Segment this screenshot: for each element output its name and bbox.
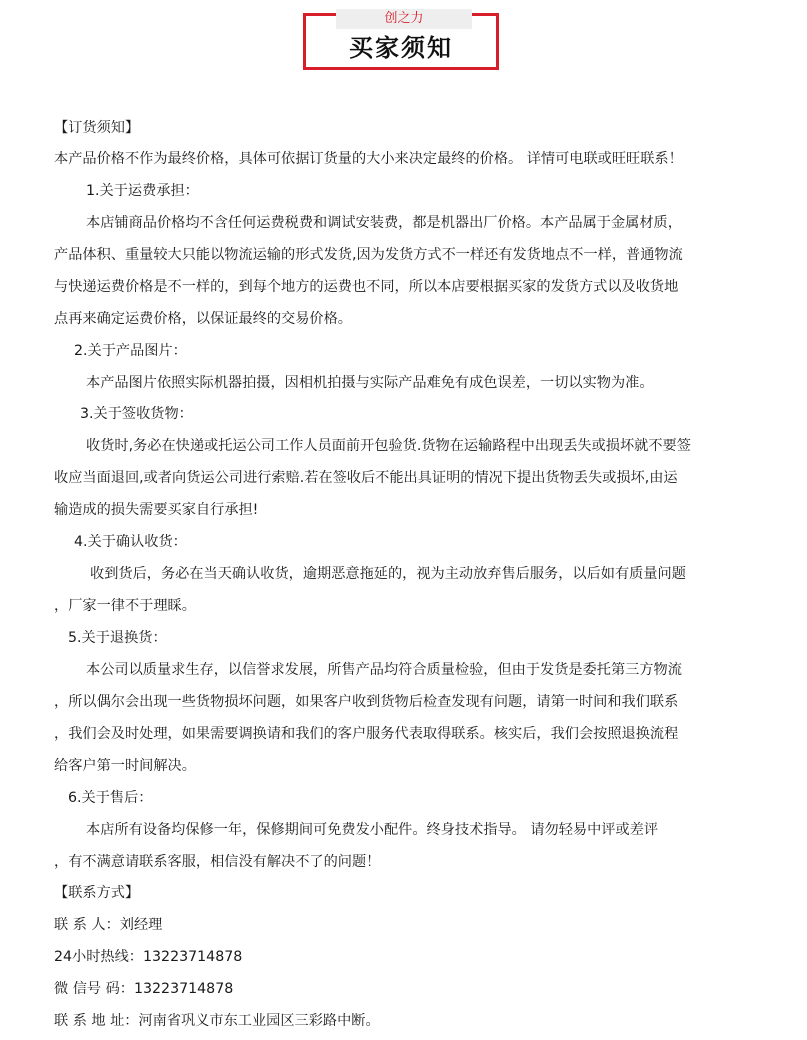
text-line: 本产品图片依照实际机器拍摄，因相机拍摄与实际产品难免有成色误差，一切以实物为准。 xyxy=(86,375,654,391)
contact-person: 联 系 人：刘经理 xyxy=(54,917,163,933)
page-title: 买家须知 xyxy=(349,34,453,62)
text-line: 本店所有设备均保修一年，保修期间可免费发小配件。终身技术指导。 请勿轻易中评或差评 xyxy=(86,822,659,838)
text-line: ，有不满意请联系客服，相信没有解决不了的问题！ xyxy=(54,854,381,870)
contact-hotline: 24小时热线：13223714878 xyxy=(54,949,243,965)
text-line: 本公司以质量求生存，以信誉求发展，所售产品均符合质量检验，但由于发货是委托第三方物流 xyxy=(86,662,682,678)
text-line: 收应当面退回,或者向货运公司进行索赔.若在签收后不能出具证明的情况下提出货物丢失或损坏,由运 xyxy=(54,470,678,486)
section-heading-ordering: 【订货须知】 xyxy=(54,120,140,136)
subheading-receiving: 3.关于签收货物： xyxy=(80,406,193,422)
text-line: ，所以偶尔会出现一些货物损坏问题，如果客户收到货物后检查发现有问题，请第一时间和我们联系 xyxy=(54,694,679,710)
subheading-confirm: 4.关于确认收货： xyxy=(74,534,187,550)
header-badge xyxy=(303,13,499,70)
subheading-shipping: 1.关于运费承担： xyxy=(86,183,199,199)
text-line: 本店铺商品价格均不含任何运费税费和调试安装费，都是机器出厂价格。本产品属于金属材质， xyxy=(86,215,682,231)
text-line: 本产品价格不作为最终价格，具体可依据订货量的大小来决定最终的价格。 详情可电联或旺旺联系！ xyxy=(54,151,683,167)
contact-address: 联 系 地 址：河南省巩义市东工业园区三彩路中断。 xyxy=(54,1013,380,1029)
contact-wechat: 微 信号 码：13223714878 xyxy=(54,981,234,997)
text-line: 给客户第一时间解决。 xyxy=(54,758,196,774)
text-line: 输造成的损失需要买家自行承担! xyxy=(54,502,259,518)
text-line: 产品体积、重量较大只能以物流运输的形式发货,因为发货方式不一样还有发货地点不一样，普通物流 xyxy=(54,247,683,263)
text-line: ，我们会及时处理，如果需要调换请和我们的客户服务代表取得联系。核实后，我们会按照退换流程 xyxy=(54,726,679,742)
text-line: 与快递运费价格是不一样的，到每个地方的运费也不同，所以本店要根据买家的发货方式以及收货地 xyxy=(54,279,679,295)
subheading-returns: 5.关于退换货： xyxy=(68,630,167,646)
text-line: 收货时,务必在快递或托运公司工作人员面前开包验货.货物在运输路程中出现丢失或损坏就不要签 xyxy=(86,438,691,454)
brand-subtitle: 创之力 xyxy=(336,9,472,29)
section-heading-contact: 【联系方式】 xyxy=(54,885,140,901)
subheading-images: 2.关于产品图片： xyxy=(74,343,187,359)
subheading-aftersales: 6.关于售后： xyxy=(68,790,153,806)
text-line: 收到货后，务必在当天确认收货，逾期恶意拖延的，视为主动放弃售后服务，以后如有质量问题 xyxy=(90,566,686,582)
text-line: 点再来确定运费价格，以保证最终的交易价格。 xyxy=(54,311,352,327)
text-line: ，厂家一律不于理睬。 xyxy=(54,598,196,614)
